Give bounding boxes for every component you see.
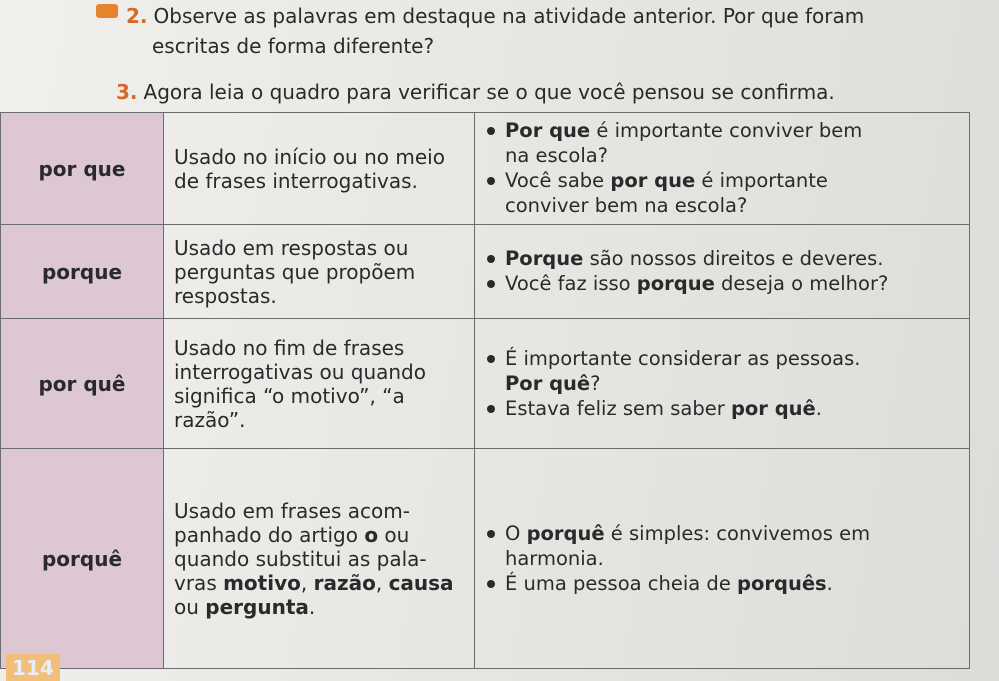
usage-line: interrogativas ou quando	[174, 359, 426, 384]
activity-badge-icon	[96, 4, 118, 18]
question-2-number: 2.	[126, 4, 148, 28]
usage-line	[174, 499, 464, 523]
usage-line: perguntas que propõem	[174, 259, 416, 284]
usage-cell	[164, 225, 475, 319]
usage-table	[0, 112, 970, 668]
usage-line	[174, 595, 464, 619]
examples-cell	[475, 319, 970, 449]
text-fragment: é importante	[695, 169, 828, 192]
example-continuation	[485, 372, 959, 396]
text-fragment: ?	[590, 371, 601, 395]
highlighted-word: motivo	[223, 570, 301, 595]
text-fragment: .	[815, 396, 822, 420]
example-bullet-item	[485, 247, 959, 271]
question-2-line2: escritas de forma diferente?	[152, 34, 435, 58]
usage-line: significa “o motivo”, “a	[174, 383, 405, 408]
term-cell: porquê	[1, 449, 164, 669]
examples-cell	[475, 113, 970, 225]
text-fragment: conviver bem na escola?	[505, 194, 748, 217]
highlighted-word: porquês	[737, 571, 827, 595]
highlighted-word: por que	[610, 169, 696, 192]
question-3	[116, 80, 835, 104]
text-fragment: Você sabe	[505, 169, 611, 192]
text-fragment: quando substitui as pala-	[174, 546, 427, 571]
usage-line: Usado no início ou no meio	[174, 144, 445, 169]
highlighted-word: o	[364, 522, 379, 547]
text-fragment: .	[826, 571, 833, 595]
term-cell: por que	[1, 113, 164, 225]
text-fragment: deseja o melhor?	[714, 272, 889, 295]
example-bullet-item	[485, 169, 959, 193]
term-cell: por quê	[1, 319, 164, 449]
text-fragment: ,	[300, 570, 314, 595]
usage-line	[174, 523, 464, 547]
examples-cell	[475, 225, 970, 319]
usage-cell	[164, 319, 475, 449]
example-bullet-item	[485, 522, 959, 546]
examples-cell	[475, 449, 970, 669]
text-fragment: Usado em frases acom-	[174, 498, 410, 523]
highlighted-word: porque	[636, 272, 715, 295]
text-fragment: ou	[378, 522, 410, 547]
highlighted-word: Porque	[505, 247, 584, 270]
highlighted-word: pergunta	[205, 594, 309, 619]
usage-line	[174, 571, 464, 595]
usage-line	[174, 547, 464, 571]
question-2-line1: Observe as palavras em destaque na atividade anterior. Por que foram	[153, 4, 865, 28]
usage-line: de frases interrogativas.	[174, 168, 418, 193]
text-fragment: Você faz isso	[505, 272, 637, 295]
table-row	[1, 225, 970, 319]
highlighted-word: porquê	[526, 521, 605, 545]
highlighted-word: Por que	[505, 119, 591, 142]
example-bullet-item	[485, 347, 959, 371]
question-2	[126, 4, 864, 28]
example-continuation	[485, 194, 959, 218]
text-fragment: É importante considerar as pessoas.	[505, 346, 861, 370]
highlighted-word: causa	[388, 570, 454, 595]
question-3-number: 3.	[116, 80, 138, 104]
highlighted-word: por quê	[730, 396, 816, 420]
text-fragment: .	[308, 594, 316, 619]
usage-line: razão”.	[174, 407, 246, 432]
text-fragment: ou	[174, 594, 206, 619]
porque-table	[0, 112, 970, 669]
usage-cell	[164, 449, 475, 669]
text-fragment: ,	[375, 570, 389, 595]
question-3-text: Agora leia o quadro para verificar se o que você pensou se confirma.	[143, 80, 835, 104]
usage-line: respostas.	[174, 283, 277, 308]
text-fragment: são nossos direitos e deveres.	[583, 247, 884, 270]
text-fragment: Estava feliz sem saber	[505, 396, 731, 420]
usage-line: Usado em respostas ou	[174, 235, 409, 260]
text-fragment: É uma pessoa cheia de	[505, 571, 738, 595]
example-continuation	[485, 547, 959, 571]
usage-cell	[164, 113, 475, 225]
usage-line: Usado no fim de frases	[174, 335, 405, 360]
example-bullet-item	[485, 272, 959, 296]
table-row	[1, 449, 970, 669]
highlighted-word: Por quê	[505, 371, 591, 395]
term-cell: porque	[1, 225, 164, 319]
example-bullet-item	[485, 397, 959, 421]
text-fragment: é simples: convivemos em	[604, 521, 871, 545]
text-fragment: harmonia.	[505, 546, 604, 570]
example-continuation	[485, 144, 959, 168]
example-bullet-item	[485, 572, 959, 596]
table-row	[1, 113, 970, 225]
table-row	[1, 319, 970, 449]
text-fragment: O	[505, 521, 527, 545]
highlighted-word: razão	[313, 570, 376, 595]
text-fragment: vras	[174, 570, 224, 595]
example-bullet-item	[485, 119, 959, 143]
page-number: 114	[6, 654, 60, 681]
text-fragment: panhado do artigo	[174, 522, 365, 547]
text-fragment: na escola?	[505, 144, 609, 167]
text-fragment: é importante conviver bem	[590, 119, 863, 142]
